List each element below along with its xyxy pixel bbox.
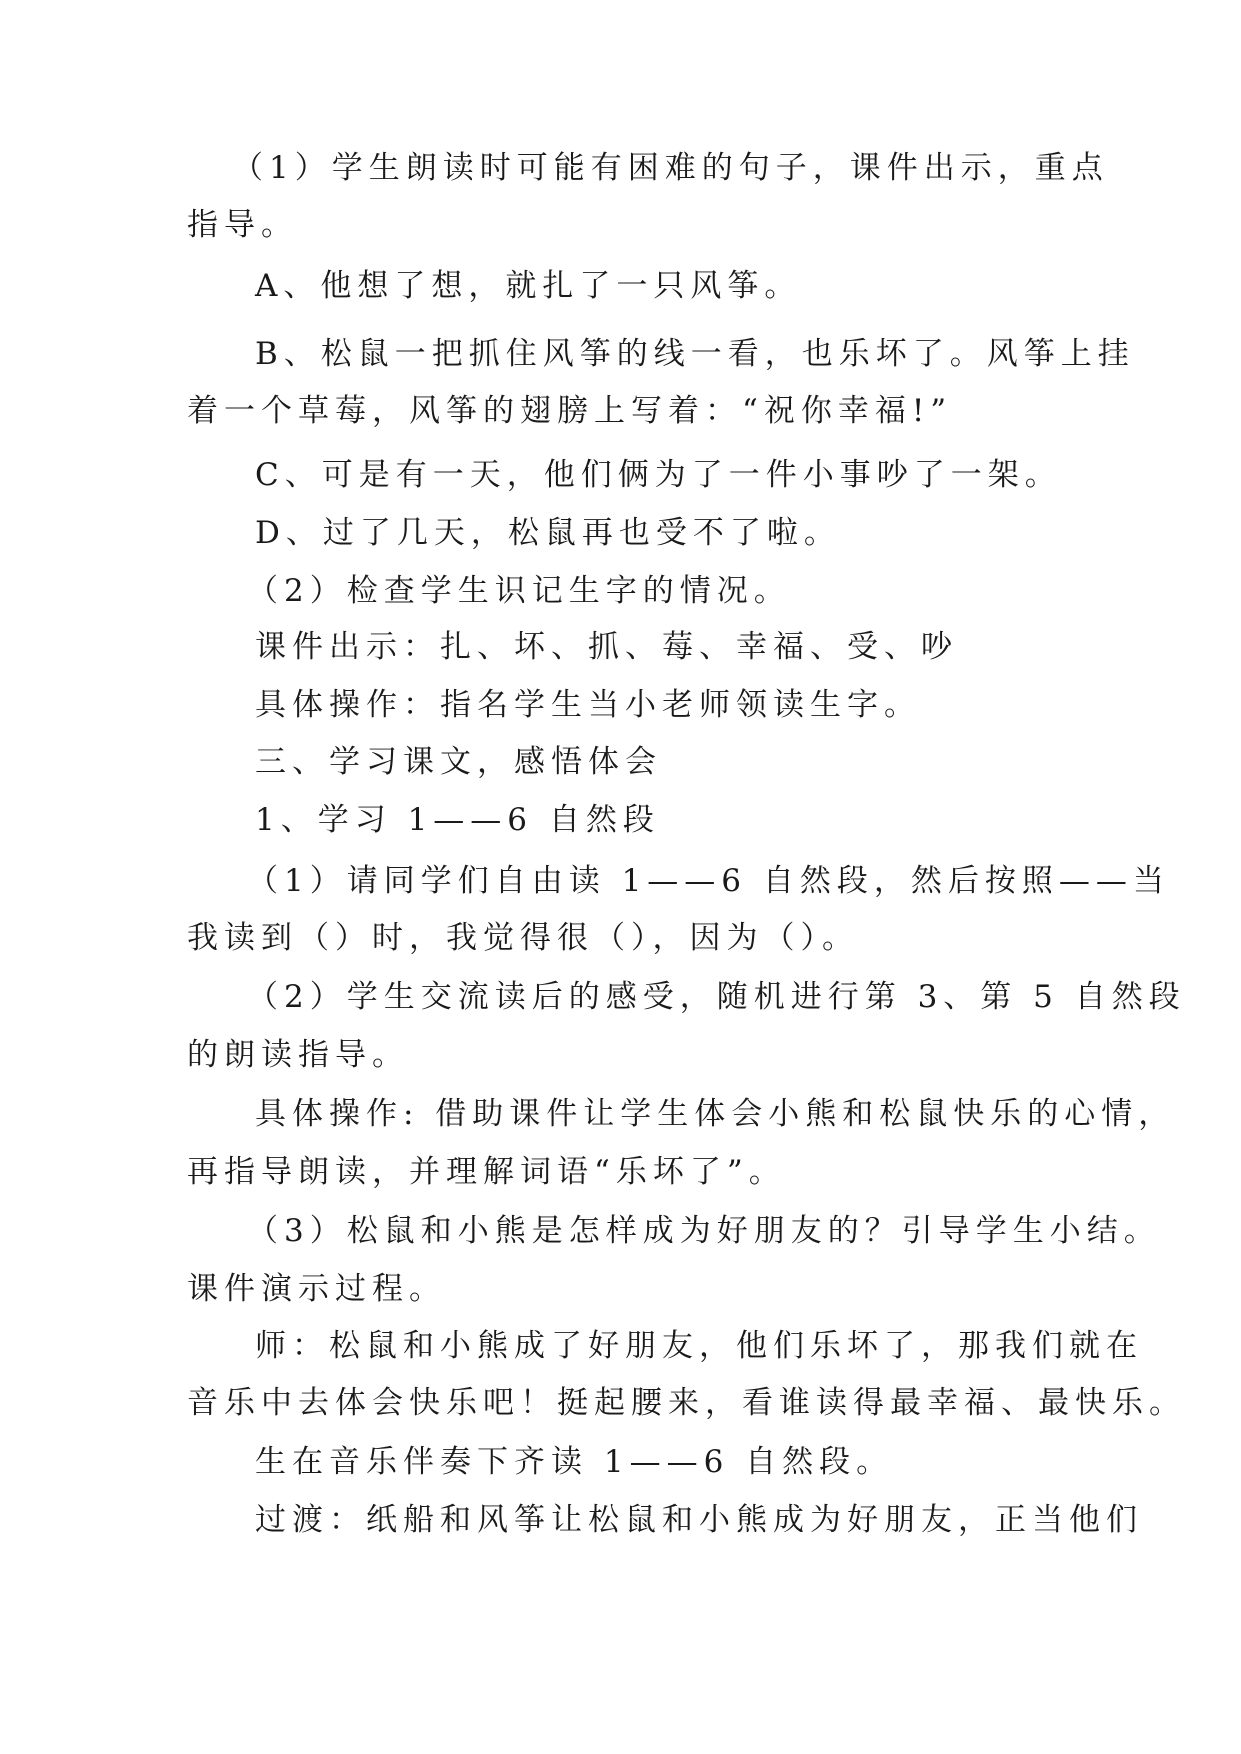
text-line: 生在音乐伴奏下齐读 1——6 自然段。 bbox=[255, 1444, 894, 1480]
text-line: A、他想了想，就扎了一只风筝。 bbox=[255, 268, 802, 304]
text-line: （1）请同学们自由读 1——6 自然段，然后按照——当 bbox=[247, 863, 1170, 899]
text-line: 再指导朗读，并理解词语“乐坏了”。 bbox=[187, 1154, 786, 1190]
text-line: D、过了几天，松鼠再也受不了啦。 bbox=[255, 515, 841, 551]
text-line: 我读到（）时，我觉得很（），因为（）。 bbox=[187, 920, 859, 956]
text-line: C、可是有一天，他们俩为了一件小事吵了一架。 bbox=[255, 457, 1062, 493]
text-line: （1）学生朗读时可能有困难的句子，课件出示，重点 bbox=[232, 150, 1109, 186]
text-line: 过渡：纸船和风筝让松鼠和小熊成为好朋友，正当他们 bbox=[255, 1502, 1143, 1538]
text-line: （3）松鼠和小熊是怎样成为好朋友的？引导学生小结。 bbox=[247, 1213, 1161, 1249]
text-line: 师：松鼠和小熊成了好朋友，他们乐坏了，那我们就在 bbox=[255, 1328, 1143, 1364]
text-line: 着一个草莓，风筝的翅膀上写着：“祝你幸福!” bbox=[187, 393, 953, 429]
subsection-heading: 1、学习 1——6 自然段 bbox=[255, 802, 660, 838]
text-line: 具体操作: 借助课件让学生体会小熊和松鼠快乐的心情， bbox=[255, 1096, 1176, 1132]
text-line: （2）检查学生识记生字的情况。 bbox=[247, 573, 791, 609]
text-line: 课件出示：扎、坏、抓、莓、幸福、受、吵 bbox=[255, 629, 958, 665]
text-line: 课件演示过程。 bbox=[187, 1271, 446, 1307]
text-line: （2）学生交流读后的感受，随机进行第 3、第 5 自然段 bbox=[247, 979, 1186, 1015]
text-line: B、松鼠一把抓住风筝的线一看，也乐坏了。风筝上挂 bbox=[255, 336, 1135, 372]
text-line: 指导。 bbox=[187, 207, 298, 243]
text-line: 的朗读指导。 bbox=[187, 1037, 409, 1073]
section-heading: 三、学习课文，感悟体会 bbox=[255, 744, 662, 780]
text-line: 音乐中去体会快乐吧！挺起腰来，看谁读得最幸福、最快乐。 bbox=[187, 1385, 1186, 1421]
text-line: 具体操作：指名学生当小老师领读生字。 bbox=[255, 687, 921, 723]
